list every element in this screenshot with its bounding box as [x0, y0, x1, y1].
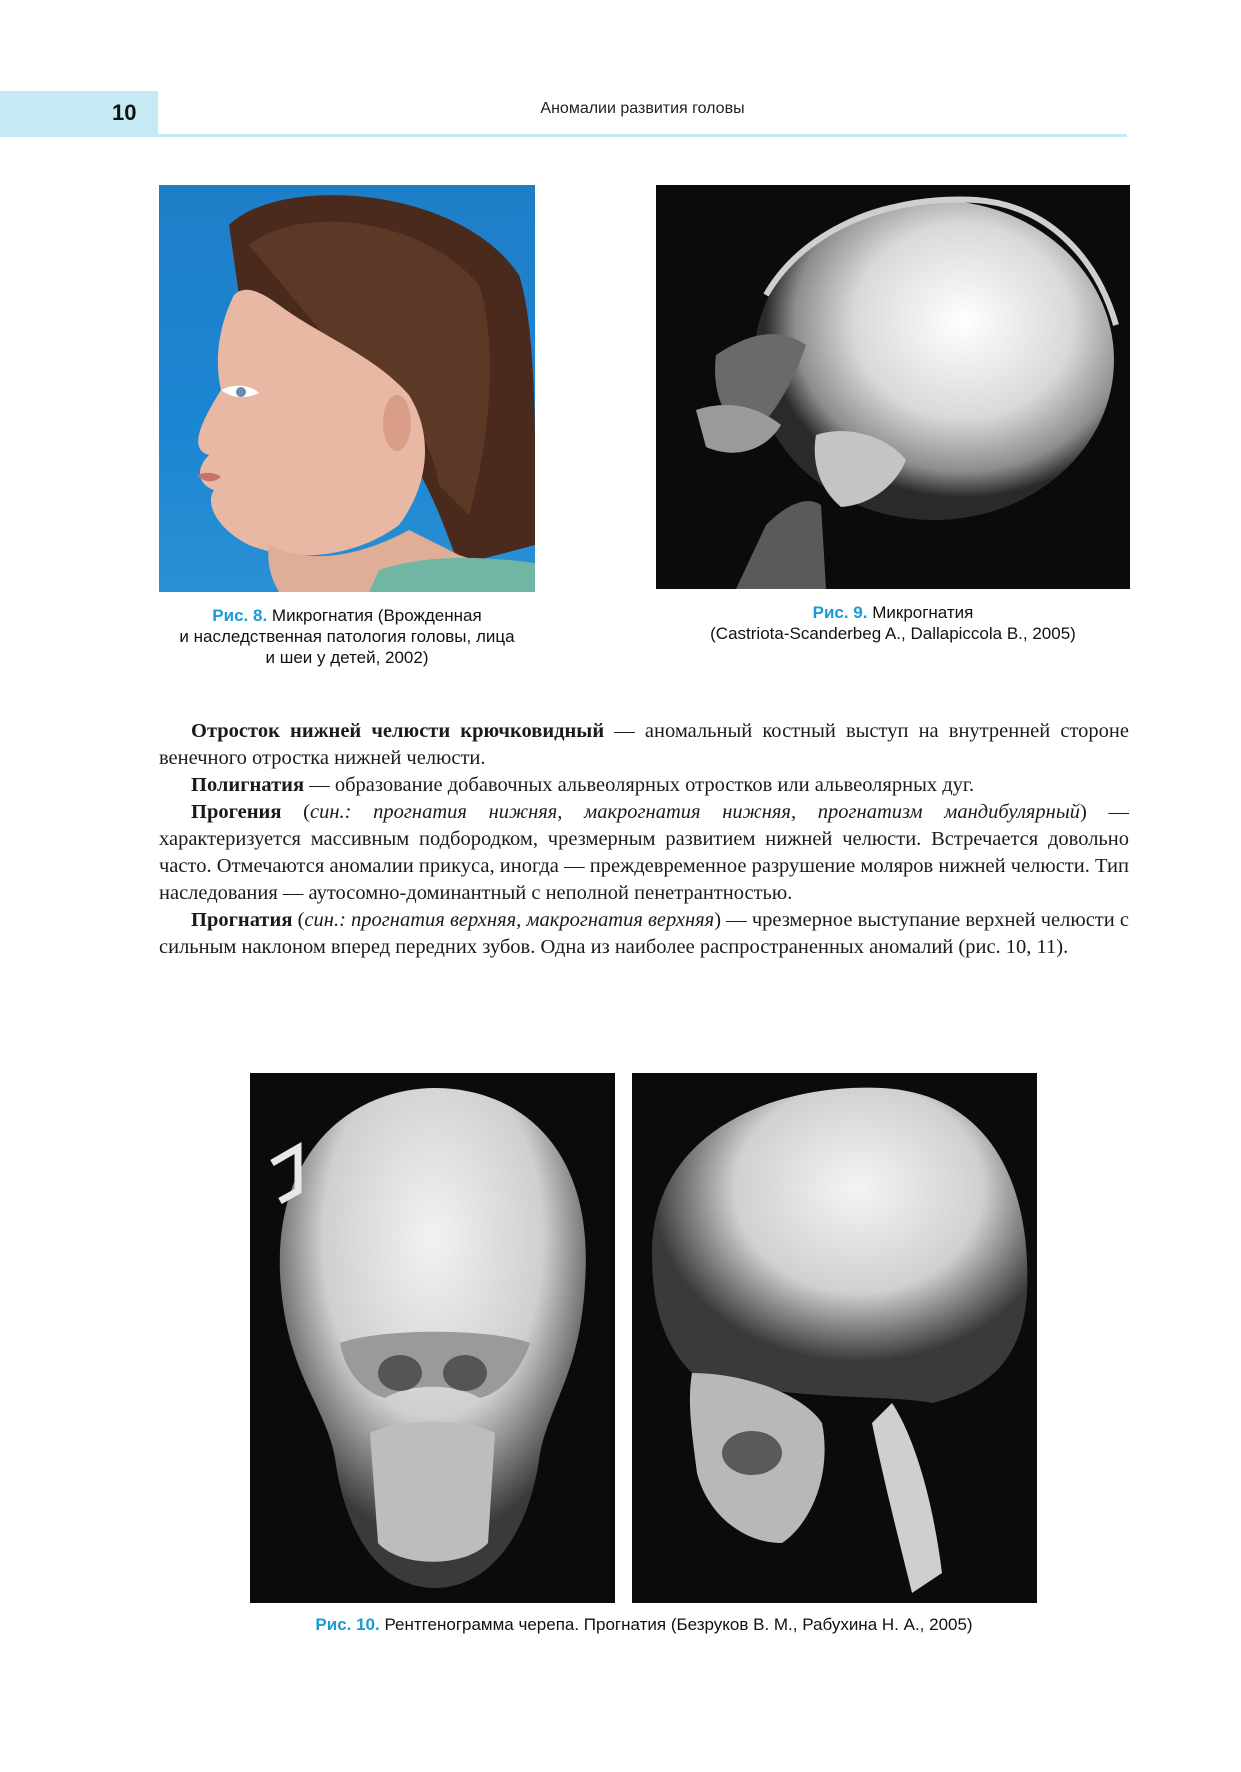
- skull-xray-frontal-illustration: [250, 1073, 615, 1603]
- paragraph-4-open: (: [292, 909, 305, 931]
- figure-8-caption-line1: Микрогнатия (Врожденная: [271, 606, 482, 625]
- figure-10-label: Рис. 10.: [315, 1615, 380, 1634]
- figure-9-xray: [656, 185, 1130, 589]
- body-text: [159, 718, 1129, 961]
- paragraph-3-synonyms: син.: прогнатия нижняя, макрогнатия нижняя, прогнатизм мандибулярный: [309, 801, 1080, 823]
- paragraph-1: [159, 718, 1129, 772]
- figure-10-caption-text: Рентгенограмма черепа. Прогнатия (Безруков В. М., Рабухина Н. А., 2005): [384, 1615, 973, 1634]
- figure-9-caption: [656, 602, 1130, 644]
- term-polygnathia: Полигнатия: [191, 774, 305, 796]
- paragraph-2-text: — образование добавочных альвеолярных отростков или альвеолярных дуг.: [304, 774, 975, 796]
- figure-8-caption-line3: и шеи у детей, 2002): [265, 648, 429, 667]
- term-progenia: Прогения: [191, 801, 282, 823]
- figure-10-xray-lateral: [632, 1073, 1037, 1603]
- page-number: 10: [112, 100, 137, 125]
- figure-8-photo: [159, 185, 535, 592]
- figure-8-label: Рис. 8.: [212, 606, 268, 625]
- paragraph-4-text: ) — чрезмерное выступание верхней челюсти с сильным наклоном вперед передних зубов. Одна из наиболее распространенных аномалий (рис. 10, 11).: [159, 909, 1129, 958]
- paragraph-1-text: — аномальный костный выступ на внутренней стороне венечного отростка нижней челюсти.: [159, 720, 1129, 769]
- paragraph-3: [159, 799, 1129, 907]
- term-prognathia: Прогнатия: [191, 909, 293, 931]
- skull-xray-lateral-2-illustration: [632, 1073, 1037, 1603]
- figure-8-caption: [159, 605, 535, 668]
- paragraph-4: [159, 907, 1129, 961]
- figure-9-caption-line2: (Castriota-Scanderbeg A., Dallapiccola B., 2005): [710, 624, 1076, 643]
- figure-8-caption-line2: и наследственная патология головы, лица: [179, 627, 515, 646]
- running-title: Аномалии развития головы: [540, 100, 745, 117]
- skull-xray-lateral-illustration: [656, 185, 1130, 589]
- figure-9-label: Рис. 9.: [812, 603, 868, 622]
- figure-10-caption: [159, 1614, 1129, 1635]
- figure-9-caption-line1: Микрогнатия: [872, 603, 974, 622]
- paragraph-3-open: (: [281, 801, 310, 823]
- paragraph-3-text: ) — характеризуется массивным подбородком, чрезмерным развитием нижней челюсти. Встречается довольно часто. Отмечаются аномалии прикуса, иногда — преждевременное разрушение моляров нижней челюсти. Тип наследования — аутосомно-доминантный с неполной пенетрантностью.: [159, 801, 1130, 904]
- figure-10-xray-frontal: [250, 1073, 615, 1603]
- paragraph-2: [159, 772, 1129, 799]
- profile-photo-illustration: [159, 185, 535, 592]
- term-hooked-process: Отросток нижней челюсти крючковидный: [191, 720, 605, 742]
- paragraph-4-synonyms: син.: прогнатия верхняя, макрогнатия верхняя: [304, 909, 715, 931]
- header-rule: [158, 134, 1127, 137]
